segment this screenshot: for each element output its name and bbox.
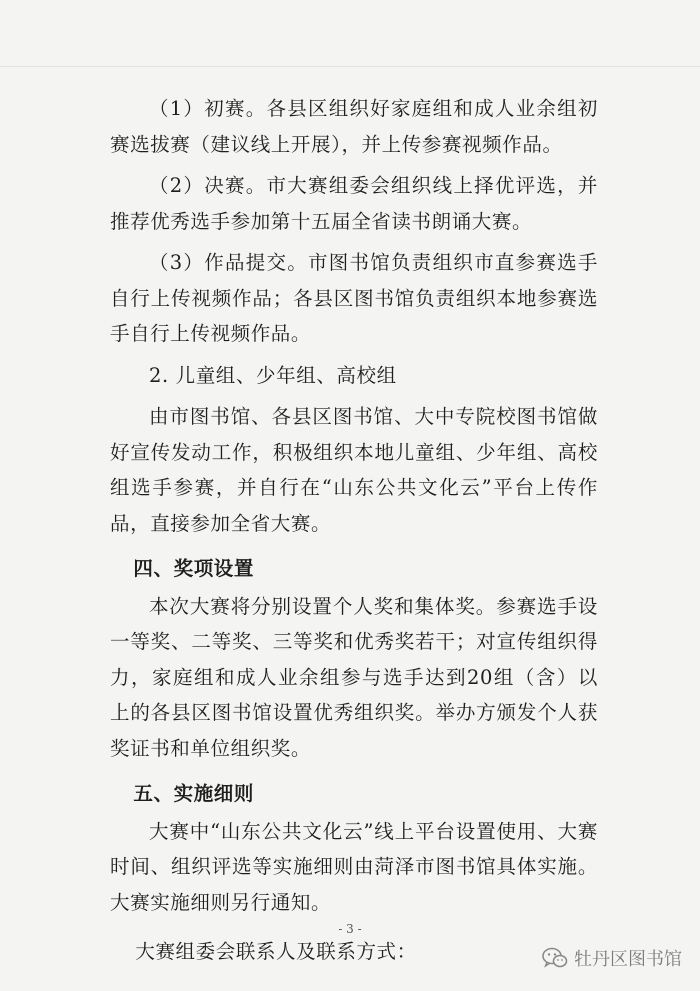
- document-body: [110, 91, 598, 970]
- paragraph-children: 由市图书馆、各县区图书馆、大中专院校图书馆做好宣传发动工作，积极组织本地儿童组、少年组、高校组选手参赛，并自行在“山东公共文化云”平台上传作品，直接参加全省大赛。: [110, 405, 598, 535]
- paragraph-rules: 大赛中“山东公共文化云”线上平台设置使用、大赛时间、组织评选等实施细则由菏泽市图书馆具体实施。大赛实施细则另行通知。: [110, 819, 598, 914]
- section-heading-awards: 四、奖项设置: [133, 557, 254, 580]
- paragraph-final: （2）决赛。市大赛组委会组织线上择优评选，并推荐优秀选手参加第十五届全省读书朗诵大赛。: [110, 174, 598, 233]
- top-rule: [0, 66, 700, 67]
- watermark-text: 牡丹区图书馆: [574, 949, 682, 970]
- page-number: - 3 -: [338, 922, 362, 936]
- wechat-icon: [542, 947, 568, 969]
- paragraph-contact: 大赛组委会联系人及联系方式：: [135, 940, 417, 963]
- paragraph-preliminary: （1）初赛。各县区组织好家庭组和成人业余组初赛选拔赛（建议线上开展），并上传参赛视频作品。: [110, 97, 598, 156]
- paragraph-awards: 本次大赛将分别设置个人奖和集体奖。参赛选手设一等奖、二等奖、三等奖和优秀奖若干；对宣传组织得力，家庭组和成人业余组参与选手达到20组（含）以上的各县区图书馆设置优秀组织奖。举办方颁发个人获奖证书和单位组织奖。: [110, 594, 598, 760]
- paragraph-submission: （3）作品提交。市图书馆负责组织市直参赛选手自行上传视频作品；各县区图书馆负责组织本地参赛选手自行上传视频作品。: [110, 251, 598, 345]
- section-heading-rules: 五、实施细则: [133, 782, 254, 805]
- watermark: [542, 945, 682, 971]
- subsection-title-children: 2. 儿童组、少年组、高校组: [149, 363, 397, 387]
